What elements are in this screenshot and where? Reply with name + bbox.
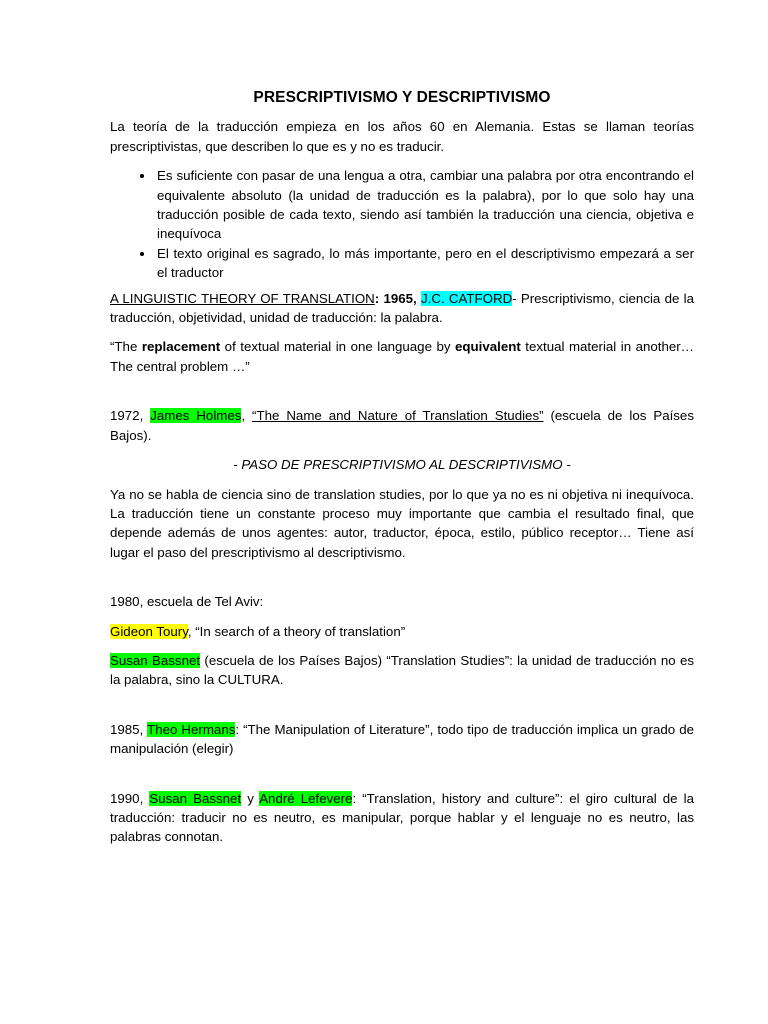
section-subheading: - PASO DE PRESCRIPTIVISMO AL DESCRIPTIVISMO - — [233, 457, 571, 473]
document-page — [110, 88, 694, 847]
catford-author-highlight: J.C. CATFORD — [421, 290, 513, 306]
descriptivismo-paragraph: Ya no se habla de ciencia sino de translation studies, por lo que ya no es ni objetiva ni inequívoca. La traducción tiene un constante proceso muy importante que cambia el resultado final, que depende además de unos agentes: autor, traductor, época, estilo, público receptor… Tiene así lugar el paso del prescriptivismo al descriptivismo. — [110, 486, 694, 560]
toury-description: , “In search of a theory of translation” — [187, 623, 406, 639]
holmes-author-highlight: James Holmes — [150, 408, 242, 424]
holmes-work-title: “The Name and Nature of Translation Studies” — [252, 408, 544, 424]
catford-description: - Prescriptivismo, ciencia de la traducción, objetividad, unidad de traducción: la palabra. — [110, 290, 694, 326]
bassnet-author-highlight: Susan Bassnet — [149, 790, 242, 806]
lefevere-year: 1990, — [110, 790, 150, 806]
list-item: • El texto original es sagrado, lo más importante, pero en el descriptivismo empezará a ser el traductor — [155, 244, 694, 283]
hermans-author-highlight: Theo Hermans — [147, 721, 236, 737]
conjunction: y — [241, 790, 260, 806]
quote-bold-equivalent: equivalent — [455, 339, 521, 355]
list-item: • Es suficiente con pasar de una lengua a otra, cambiar una palabra por otra encontrando el equivalente absoluto (la unidad de traducción es la palabra), por lo que solo hay una traducción posible de cada texto, siendo así también la traducción una ciencia, objetiva e inequívoca — [155, 166, 694, 244]
catford-paragraph — [110, 289, 694, 328]
hermans-year: 1985, — [110, 721, 148, 737]
quote-text: textual material in another… The central problem …” — [110, 339, 694, 374]
quote-bold-replacement: replacement — [141, 339, 221, 355]
lefevere-author-highlight: André Lefevere — [259, 790, 353, 806]
bassnet-description: (escuela de los Países Bajos) “Translation Studies”: la unidad de traducción no es la palabra, sino la CULTURA. — [110, 652, 694, 688]
bassnet-paragraph — [110, 651, 694, 690]
intro-paragraph: La teoría de la traducción empieza en los años 60 en Alemania. Estas se llaman teorías prescriptivistas, que describen lo que es y no es traducir. — [110, 119, 694, 154]
catford-quote — [110, 337, 694, 376]
toury-author-highlight: Gideon Toury — [110, 623, 188, 639]
holmes-description: (escuela de los Países Bajos). — [110, 408, 694, 443]
telaviv-heading: 1980, escuela de Tel Aviv: — [110, 594, 264, 610]
holmes-separator: , — [241, 408, 253, 424]
holmes-paragraph — [110, 406, 694, 445]
catford-year: : 1965, — [374, 290, 421, 306]
bassnet-author-highlight: Susan Bassnet — [110, 652, 201, 668]
bullet-list — [110, 166, 694, 282]
catford-book-title: A LINGUISTIC THEORY OF TRANSLATION — [110, 290, 375, 306]
holmes-year: 1972, — [110, 408, 151, 424]
lefevere-paragraph — [110, 789, 694, 847]
quote-text: “The — [110, 339, 142, 355]
hermans-paragraph — [110, 720, 694, 759]
lefevere-description: : “Translation, history and culture”: el giro cultural de la traducción: traducir no es neutro, es manipular, porque hablar y el lenguaje no es neutro, las palabras connotan. — [110, 790, 694, 845]
page-title: PRESCRIPTIVISMO Y DESCRIPTIVISMO — [253, 89, 551, 106]
toury-paragraph — [110, 622, 694, 641]
hermans-description: : “The Manipulation of Literature”, todo tipo de traducción implica un grado de manipulación (elegir) — [110, 721, 694, 757]
quote-text: of textual material in one language by — [220, 339, 456, 355]
